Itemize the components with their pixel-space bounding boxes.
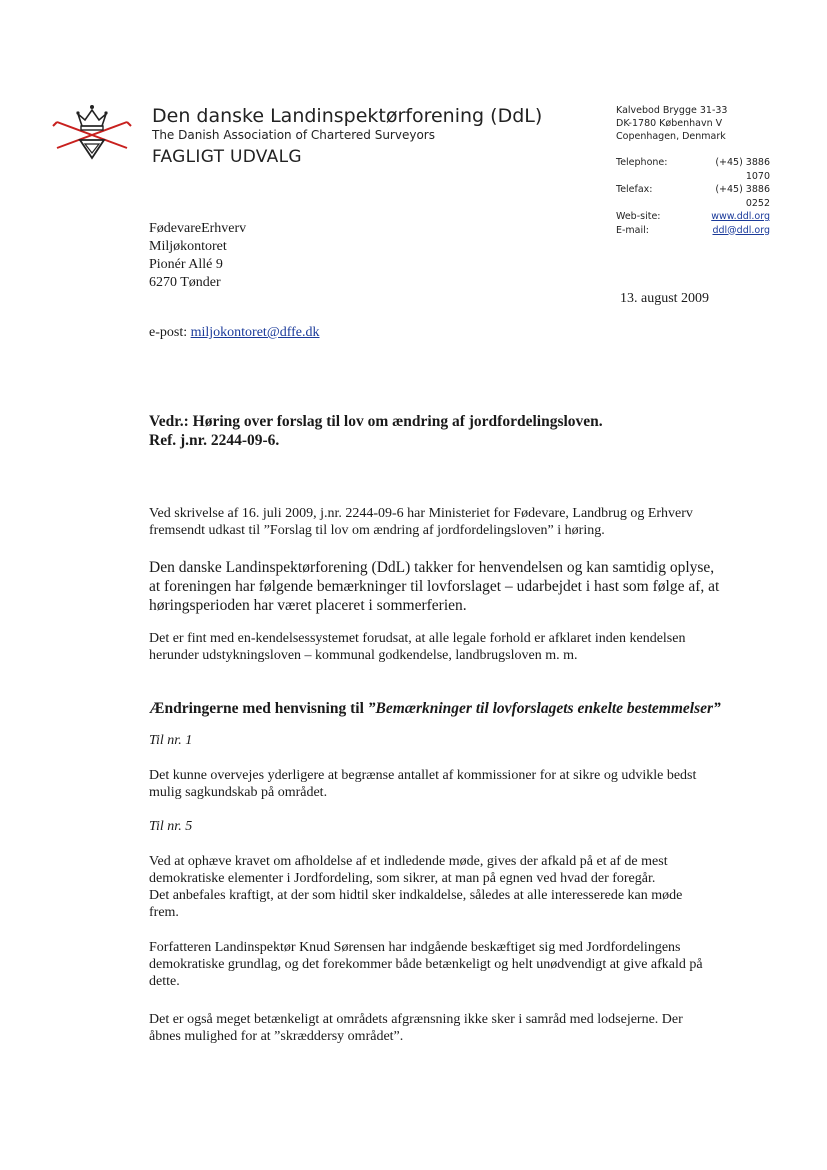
text-line: Det kunne overvejes yderligere at begrænse antallet af kommissioner for at sikre og udvikle bedst bbox=[149, 768, 697, 783]
paragraph-intro bbox=[149, 505, 749, 539]
website-link[interactable]: www.ddl.org bbox=[711, 211, 770, 222]
contact-value: (+45) 3886 1070 bbox=[715, 157, 770, 182]
recipient-line: FødevareErhverv bbox=[149, 221, 247, 236]
section-heading bbox=[149, 700, 721, 718]
paragraph-thanks bbox=[149, 558, 759, 615]
org-address bbox=[616, 104, 727, 143]
ref-nr-5: Til nr. 5 bbox=[149, 819, 193, 834]
text-line: Det er fint med en-kendelsessystemet forudsat, at alle legale forhold er afklaret inden kendelsen bbox=[149, 631, 686, 646]
org-name: Den danske Landinspektørforening (DdL) bbox=[152, 105, 543, 127]
recipient-line: Pionér Allé 9 bbox=[149, 257, 223, 272]
paragraph-last bbox=[149, 1011, 749, 1045]
ref-nr-1: Til nr. 1 bbox=[149, 733, 193, 748]
text-line: Den danske Landinspektørforening (DdL) takker for henvendelsen og kan samtidig oplyse, bbox=[149, 559, 715, 576]
text-line: demokratiske elementer i Jordfordeling, som sikrer, at man på egnen ved hvad der foregår. bbox=[149, 871, 656, 886]
subject-line: Ref. j.nr. 2244-09-6. bbox=[149, 432, 280, 449]
section-heading-italic: ”Bemærkninger til lovforslagets enkelte bestemmelser” bbox=[367, 700, 721, 717]
text-line: høringsperioden har været placeret i sommerferien. bbox=[149, 597, 467, 614]
contact-telefax bbox=[616, 183, 770, 210]
text-line: herunder udstykningsloven – kommunal godkendelse, landbrugsloven m. m. bbox=[149, 648, 578, 663]
text-line: Forfatteren Landinspektør Knud Sørensen har indgående beskæftiget sig med Jordfordelingens bbox=[149, 940, 681, 955]
text-line: Ved at ophæve kravet om afholdelse af et indledende møde, gives der afkald på et af de mest bbox=[149, 854, 668, 869]
address-line: Copenhagen, Denmark bbox=[616, 131, 726, 142]
contact-label: Web-site: bbox=[616, 211, 661, 222]
text-line: at foreningen har følgende bemærkninger til lovforslaget – udarbejdet i hast som følge af, at bbox=[149, 578, 720, 595]
org-unit: FAGLIGT UDVALG bbox=[152, 147, 302, 167]
email-link[interactable]: ddl@ddl.org bbox=[712, 224, 770, 236]
text-line: fremsendt udkast til ”Forslag til lov om ændring af jordfordelingsloven” i høring. bbox=[149, 523, 605, 538]
ddl-logo bbox=[52, 100, 132, 170]
text-line: Ved skrivelse af 16. juli 2009, j.nr. 2244-09-6 har Ministeriet for Fødevare, Landbrug og Erhverv bbox=[149, 506, 693, 521]
org-contacts bbox=[616, 156, 770, 237]
email-label: e-post: bbox=[149, 325, 188, 340]
text-line: dette. bbox=[149, 974, 180, 989]
text-line: åbnes mulighed for at ”skræddersy området”. bbox=[149, 1029, 404, 1044]
contact-label: E-mail: bbox=[616, 224, 649, 236]
text-line: Det er også meget betænkeligt at områdets afgrænsning ikke sker i samråd med lodsejerne. Der bbox=[149, 1012, 683, 1027]
contact-label: Telephone: bbox=[616, 157, 668, 168]
recipient-line: 6270 Tønder bbox=[149, 275, 221, 290]
text-line: mulig sagkundskab på området. bbox=[149, 785, 328, 800]
paragraph-nr-1 bbox=[149, 767, 749, 801]
recipient-email-line bbox=[149, 325, 320, 341]
letter-date: 13. august 2009 bbox=[620, 291, 710, 306]
recipient-address bbox=[149, 220, 246, 292]
paragraph-author bbox=[149, 939, 749, 990]
subject-line: Vedr.: Høring over forslag til lov om ændring af jordfordelingsloven. bbox=[149, 413, 603, 430]
recipient-line: Miljøkontoret bbox=[149, 239, 227, 254]
contact-value: (+45) 3886 0252 bbox=[715, 184, 770, 209]
contact-email bbox=[616, 224, 770, 238]
text-line: Det anbefales kraftigt, at der som hidtil sker indkaldelse, således at alle interesserede kan møde bbox=[149, 888, 683, 903]
text-line: demokratiske grundlag, og det forekommer både betænkeligt og helt unødvendigt at give afkald på bbox=[149, 957, 703, 972]
paragraph-kendelse bbox=[149, 630, 749, 664]
contact-telephone bbox=[616, 156, 770, 183]
letter-subject bbox=[149, 412, 603, 450]
contact-website bbox=[616, 210, 770, 224]
address-line: Kalvebod Brygge 31-33 bbox=[616, 105, 728, 116]
org-english-name: The Danish Association of Chartered Surveyors bbox=[152, 128, 435, 142]
section-heading-plain: Ændringerne med henvisning til bbox=[149, 700, 368, 717]
contact-label: Telefax: bbox=[616, 184, 653, 195]
recipient-email-link[interactable]: miljokontoret@dffe.dk bbox=[190, 325, 320, 340]
address-line: DK-1780 København V bbox=[616, 118, 723, 129]
text-line: frem. bbox=[149, 905, 179, 920]
paragraph-nr-5 bbox=[149, 853, 749, 921]
